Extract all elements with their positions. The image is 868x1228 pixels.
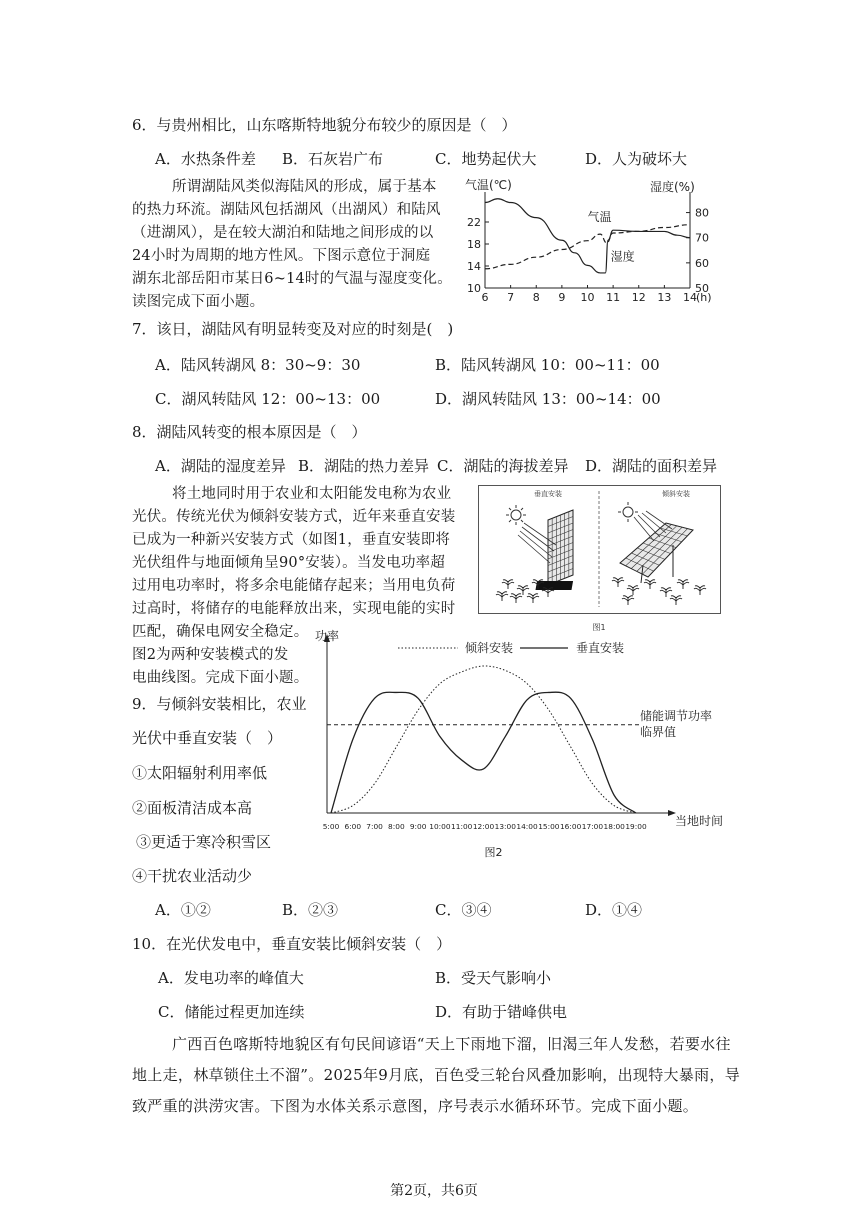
humidity-series-label: 湿度 xyxy=(610,249,635,264)
x-tick-label: 5:00 xyxy=(322,822,340,831)
q8-option-c: C．湖陆的海拔差异 xyxy=(437,457,569,475)
x-tick-label: 7:00 xyxy=(366,822,383,831)
intro2-line: 图2为两种安装模式的发 xyxy=(132,647,289,663)
q7-option-d: D．湖风转陆风 13：00~14：00 xyxy=(435,390,661,408)
page-footer: 第2页，共6页 xyxy=(390,1183,478,1199)
x-tick-label: 12:00 xyxy=(472,822,495,831)
y-axis-label: 功率 xyxy=(315,629,340,643)
y-left-tick-label: 10 xyxy=(467,282,481,295)
x-tick-label: 9 xyxy=(558,291,566,304)
y-left-tick-label: 14 xyxy=(467,260,481,273)
x-tick-label: 14 xyxy=(683,291,697,304)
question-7-stem: 7．该日，湖陆风有明显转变及对应的时刻是( ) xyxy=(132,320,454,338)
question-9-stem-line2: 光伏中垂直安装（ ） xyxy=(132,729,283,747)
x-tick-label: 8 xyxy=(532,291,540,304)
q9-item-2: ②面板清洁成本高 xyxy=(132,799,253,817)
legend-vertical-label: 垂直安装 xyxy=(576,641,625,655)
q10-option-a: A．发电功率的峰值大 xyxy=(158,969,304,987)
intro2-line: 已成为一种新兴安装方式（如图1，垂直安装即将 xyxy=(132,532,451,548)
y-right-label: 湿度(%) xyxy=(650,180,695,194)
question-6-stem: 6．与贵州相比，山东喀斯特地貌分布较少的原因是（ ） xyxy=(132,116,517,134)
q9-option-d: D．①④ xyxy=(585,901,643,919)
x-tick-label: 13 xyxy=(657,291,672,304)
x-tick-label: 12 xyxy=(631,291,646,304)
vertical-series-line xyxy=(331,692,636,813)
intro2-line: 光伏。传统光伏为倾斜安装方式，近年来垂直安装 xyxy=(132,509,456,525)
lake-land-breeze-intro xyxy=(132,176,462,314)
q7-option-c: C．湖风转陆风 12：00~13：00 xyxy=(155,390,381,408)
y-right-tick-label: 50 xyxy=(695,282,709,295)
intro3-line: 广西百色喀斯特地貌区有句民间谚语“天上下雨地下溜，旧渴三年人发愁，若要水往 xyxy=(172,1035,731,1053)
x-tick-label: 13:00 xyxy=(494,822,516,831)
y-left-tick-label: 22 xyxy=(467,216,481,229)
x-tick-label: 18:00 xyxy=(603,822,625,831)
y-left-tick-label: 18 xyxy=(467,238,481,251)
q9-item-3: ③更适于寒冷积雪区 xyxy=(136,833,272,851)
q6-option-a: A．水热条件差 xyxy=(155,150,256,168)
q10-option-d: D．有助于错峰供电 xyxy=(435,1003,568,1021)
temperature-humidity-chart xyxy=(455,175,725,310)
figure-1-installation-illustration xyxy=(478,485,723,633)
intro2-line: 光伏组件与地面倾角呈90°安装）。当发电功率超 xyxy=(132,555,446,571)
x-tick-label: 11:00 xyxy=(451,822,473,831)
q6-option-b: B．石灰岩广布 xyxy=(282,150,384,168)
question-8-stem: 8．湖陆风转变的根本原因是（ ） xyxy=(132,423,367,441)
threshold-label-line2: 临界值 xyxy=(640,724,677,739)
x-tick-label: 16:00 xyxy=(559,822,582,831)
question-9-stem-line1: 9．与倾斜安装相比，农业 xyxy=(132,695,307,713)
intro1-line: 所谓湖陆风类似海陆风的形成，属于基本 xyxy=(172,179,437,195)
y-left-label: 气温(℃) xyxy=(465,178,512,192)
q6-option-c: C．地势起伏大 xyxy=(435,150,537,168)
q9-item-1: ①太阳辐射利用率低 xyxy=(132,764,268,782)
q10-option-c: C．储能过程更加连续 xyxy=(158,1003,305,1021)
x-tick-label: 10:00 xyxy=(429,822,451,831)
question-10-stem: 10．在光伏发电中，垂直安装比倾斜安装（ ） xyxy=(132,935,452,953)
figure-1-right-title: 倾斜安装 xyxy=(662,490,690,498)
q10-option-b: B．受天气影响小 xyxy=(435,969,552,987)
q8-option-d: D．湖陆的面积差异 xyxy=(585,457,718,475)
y-right-tick-label: 80 xyxy=(695,206,709,220)
intro3-line: 致严重的洪涝灾害。下图为水体关系示意图，序号表示水循环环节。完成下面小题。 xyxy=(132,1097,699,1115)
temperature-series-label: 气温 xyxy=(587,209,612,224)
intro3-line: 地上走，林草锁住土不溜”。2025年9月底，百色受三轮台风叠加影响，出现特大暴雨，导 xyxy=(132,1066,740,1084)
x-tick-label: 19:00 xyxy=(625,822,647,831)
intro2-line: 过用电功率时，将多余电能储存起来；当用电负荷 xyxy=(132,578,456,594)
x-tick-label: 14:00 xyxy=(516,822,538,831)
threshold-label-line1: 储能调节功率 xyxy=(640,708,713,723)
x-tick-label: 7 xyxy=(507,291,515,304)
x-tick-label: 17:00 xyxy=(581,822,604,831)
x-tick-label: 15:00 xyxy=(538,822,560,831)
q6-option-d: D．人为破坏大 xyxy=(585,150,688,168)
q8-option-b: B．湖陆的热力差异 xyxy=(298,457,430,475)
x-tick-label: 10 xyxy=(580,291,595,304)
q7-option-b: B．陆风转湖风 10：00~11：00 xyxy=(435,356,660,374)
figure-1-left-title: 垂直安装 xyxy=(534,490,562,498)
y-right-tick-label: 60 xyxy=(695,256,709,270)
intro1-line: 的热力环流。湖陆风包括湖风（出湖风）和陆风 xyxy=(132,202,441,218)
intro2-line: 电曲线图。完成下面小题。 xyxy=(132,670,309,686)
q9-option-c: C．③④ xyxy=(435,901,492,919)
figure-1-caption: 图1 xyxy=(592,623,606,632)
intro1-line: 24小时为周期的地方性风。下图示意位于洞庭 xyxy=(132,248,431,264)
intro1-line: 湖东北部岳阳市某日6~14时的气温与湿度变化。 xyxy=(132,271,452,287)
q8-option-a: A．湖陆的湿度差异 xyxy=(155,457,286,475)
q9-item-4: ④干扰农业活动少 xyxy=(132,867,253,885)
legend-tilted-label: 倾斜安装 xyxy=(465,641,514,655)
karst-flood-intro xyxy=(132,1029,752,1122)
x-tick-label: 6 xyxy=(481,291,489,304)
intro2-line: 过高时，将储存的电能释放出来，实现电能的实时 xyxy=(132,601,456,617)
figure-1-frame xyxy=(479,486,721,614)
intro2-line: 将土地同时用于农业和太阳能发电称为农业 xyxy=(172,486,452,502)
q7-option-a: A．陆风转湖风 8：30~9：30 xyxy=(155,356,361,374)
x-tick-label: 8:00 xyxy=(388,822,405,831)
intro1-line: 读图完成下面小题。 xyxy=(132,294,265,310)
x-unit-label: (h) xyxy=(696,291,712,304)
x-tick-label: 11 xyxy=(606,291,621,304)
y-right-tick-label: 70 xyxy=(695,231,709,245)
x-tick-label: 9:00 xyxy=(409,822,427,831)
intro1-line: （进湖风），是在较大湖泊和陆地之间形成的以 xyxy=(132,225,434,241)
figure-2-caption: 图2 xyxy=(484,846,503,859)
q9-option-a: A．①② xyxy=(155,901,211,919)
power-curve-chart xyxy=(310,628,755,863)
intro2-line: 匹配，确保电网安全稳定。 xyxy=(132,624,309,640)
q9-option-b: B．②③ xyxy=(282,901,339,919)
tilted-series-line xyxy=(331,666,636,813)
x-axis-label: 当地时间 xyxy=(675,814,724,828)
x-tick-label: 6:00 xyxy=(344,822,362,831)
